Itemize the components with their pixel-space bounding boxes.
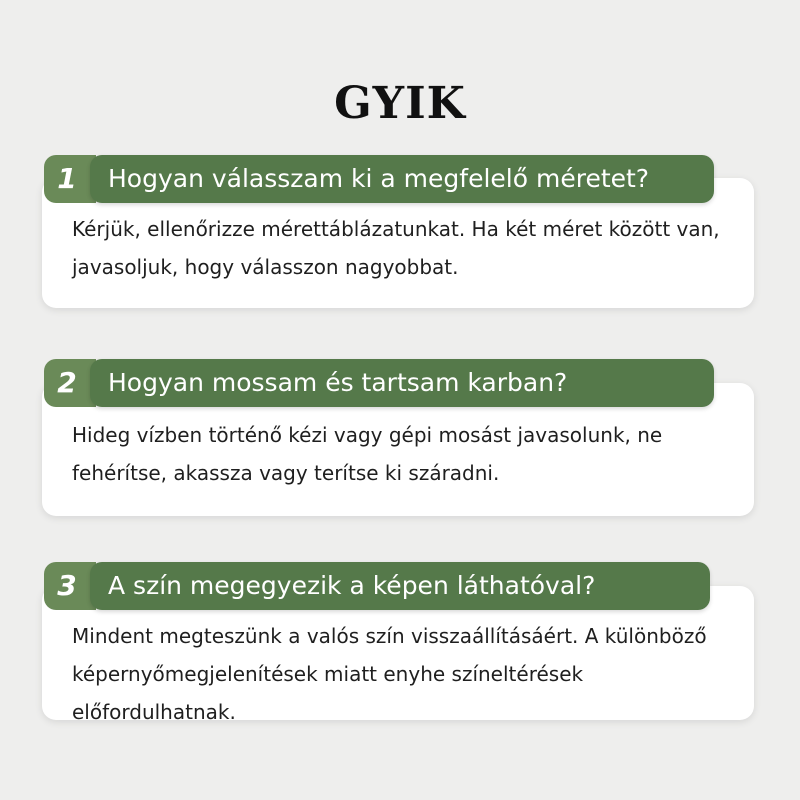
faq-answer: Kérjük, ellenőrizze mérettáblázatunkat. Ha két méret között van, javasoljuk, hogy válasszon nagyobbat. xyxy=(72,217,720,279)
faq-answer: Hideg vízben történő kézi vagy gépi mosást javasolunk, ne fehérítse, akassza vagy terítse ki száradni. xyxy=(72,423,663,485)
page-title: GYIK xyxy=(334,78,466,129)
faq-number: 2 xyxy=(57,366,77,399)
faq-number: 3 xyxy=(57,569,77,602)
faq-answer: Mindent megteszünk a valós szín visszaállításáért. A különböző képernyőmegjelenítések miatt enyhe színeltérések előfordulhatnak. xyxy=(72,624,707,724)
faq-question: Hogyan válasszam ki a megfelelő méretet? xyxy=(108,164,650,193)
faq-number: 1 xyxy=(57,162,77,195)
faq-question: A szín megegyezik a képen láthatóval? xyxy=(108,571,596,600)
faq-question: Hogyan mossam és tartsam karban? xyxy=(108,368,568,397)
